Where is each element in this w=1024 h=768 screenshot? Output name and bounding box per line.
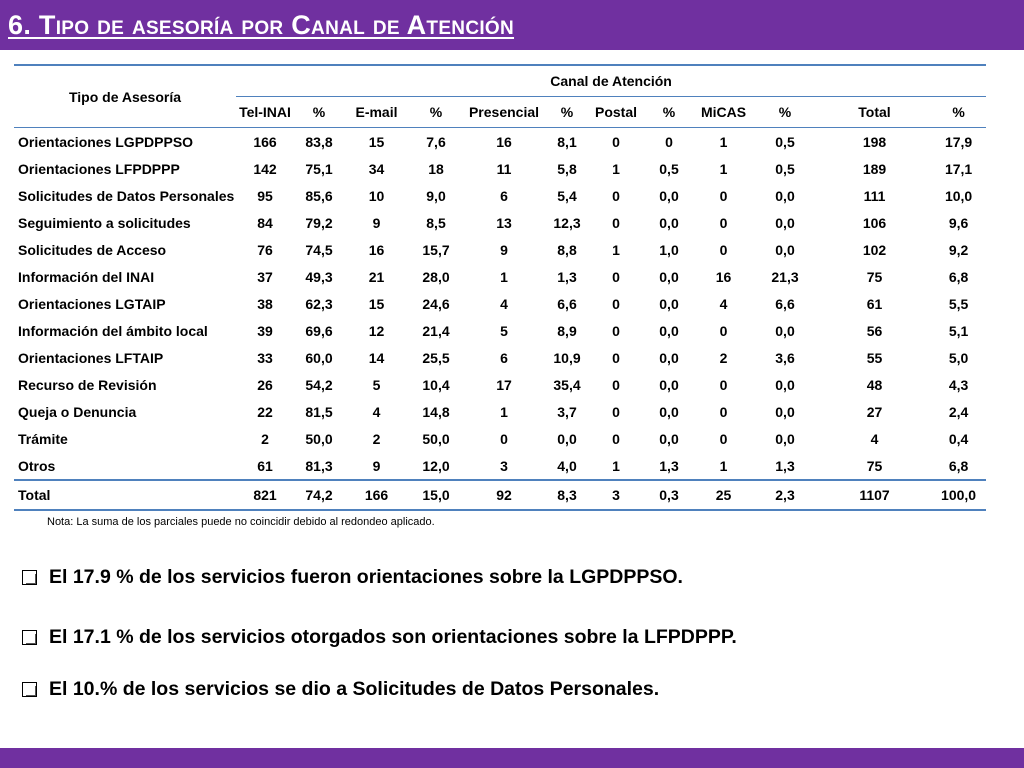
total-label: Total xyxy=(14,480,236,510)
total-cell: 821 xyxy=(236,480,294,510)
table-cell: 56 xyxy=(866,322,883,339)
table-cell: 0 xyxy=(719,322,728,339)
table-cell: 0 xyxy=(612,133,620,150)
title-bar xyxy=(0,0,1024,50)
group-header: Canal de Atención xyxy=(236,65,986,97)
table-row xyxy=(14,155,986,182)
table-cell: 1 xyxy=(719,457,728,474)
row-label: Orientaciones LFTAIP xyxy=(18,349,164,366)
table-cell: 39 xyxy=(257,322,273,339)
table-cell: 5,0 xyxy=(948,349,969,366)
table-cell: 1,3 xyxy=(557,268,577,285)
checkbox-bullet-icon xyxy=(22,630,37,645)
table-cell: 60,0 xyxy=(305,349,333,366)
table-cell: 0,5 xyxy=(775,160,795,177)
footnote: Nota: La suma de los parciales puede no coincidir debido al redondeo aplicado. xyxy=(47,516,435,528)
table-cell: 3 xyxy=(500,457,508,474)
row-label: Trámite xyxy=(18,430,68,447)
table-cell: 12,0 xyxy=(422,457,450,474)
table-cell: 198 xyxy=(862,133,887,150)
row-label: Orientaciones LFPDPPP xyxy=(18,160,180,177)
column-header: E-mail xyxy=(344,97,409,128)
bullet-text: El 17.1 % de los servicios otorgados son orientaciones sobre la LFPDPPP. xyxy=(49,626,737,648)
table-cell: 0,0 xyxy=(659,376,679,393)
table-cell: 1 xyxy=(500,268,508,285)
bullet-item xyxy=(22,626,737,649)
table-cell: 166 xyxy=(253,133,277,150)
table-row xyxy=(14,398,986,425)
table-cell: 75 xyxy=(866,268,883,285)
table-cell: 0 xyxy=(612,430,620,447)
table-cell: 37 xyxy=(257,268,273,285)
checkbox-bullet-icon xyxy=(22,682,37,697)
table-cell: 2 xyxy=(719,349,728,366)
table-cell: 6 xyxy=(500,349,508,366)
table-cell: 0 xyxy=(612,322,620,339)
row-label: Orientaciones LGTAIP xyxy=(18,295,166,312)
total-cell: 25 xyxy=(695,480,752,510)
table-cell: 17,1 xyxy=(944,160,973,177)
table-cell: 76 xyxy=(257,241,273,258)
row-label: Información del INAI xyxy=(18,268,155,285)
table-cell: 0,0 xyxy=(659,295,679,312)
table-cell: 16 xyxy=(715,268,732,285)
bullet-item xyxy=(22,566,683,589)
table-cell: 6,8 xyxy=(948,268,969,285)
table-cell: 0 xyxy=(500,430,508,447)
table-cell: 10,4 xyxy=(422,376,450,393)
row-label: Solicitudes de Acceso xyxy=(18,241,167,258)
table-row xyxy=(14,182,986,209)
table-cell: 1 xyxy=(719,133,728,150)
table-cell: 12 xyxy=(368,322,385,339)
table-cell: 0,0 xyxy=(659,349,679,366)
table-cell: 95 xyxy=(257,187,273,204)
row-label: Información del ámbito local xyxy=(18,322,208,339)
table-cell: 5,4 xyxy=(557,187,577,204)
table-cell: 81,5 xyxy=(305,403,333,420)
table-cell: 0 xyxy=(612,214,620,231)
table-cell: 102 xyxy=(862,241,887,258)
table-cell: 6 xyxy=(500,187,508,204)
table-cell: 0 xyxy=(719,187,728,204)
table-cell: 0,0 xyxy=(775,430,795,447)
column-header: % xyxy=(752,97,818,128)
table-cell: 15 xyxy=(368,133,385,150)
table-cell: 50,0 xyxy=(305,430,333,447)
table-cell: 11 xyxy=(496,160,512,177)
table-cell: 0 xyxy=(719,376,728,393)
table-cell: 8,5 xyxy=(426,214,446,231)
row-label: Recurso de Revisión xyxy=(18,376,157,393)
table-cell: 5,1 xyxy=(948,322,969,339)
table-cell: 75 xyxy=(866,457,883,474)
table-row xyxy=(14,263,986,290)
total-cell: 15,0 xyxy=(409,480,463,510)
column-header: % xyxy=(409,97,463,128)
row-label: Solicitudes de Datos Personales xyxy=(18,187,235,204)
total-cell: 74,2 xyxy=(294,480,344,510)
table-cell: 55 xyxy=(866,349,883,366)
table-cell: 15,7 xyxy=(422,241,450,258)
table-cell: 18 xyxy=(428,160,444,177)
table-cell: 69,6 xyxy=(305,322,333,339)
table-cell: 0 xyxy=(612,349,620,366)
bullet-text: El 10.% de los servicios se dio a Solicitudes de Datos Personales. xyxy=(49,678,660,700)
table-cell: 35,4 xyxy=(553,376,581,393)
total-cell: 2,3 xyxy=(752,480,818,510)
advice-channel-table xyxy=(14,64,986,511)
table-cell: 0 xyxy=(612,187,620,204)
table-cell: 17 xyxy=(496,376,512,393)
table-cell: 0 xyxy=(719,403,728,420)
table-cell: 0 xyxy=(719,214,728,231)
table-cell: 17,9 xyxy=(944,133,973,150)
table-row xyxy=(14,425,986,452)
column-header: Presencial xyxy=(463,97,545,128)
table-cell: 1 xyxy=(500,403,508,420)
table-cell: 34 xyxy=(368,160,385,177)
table-cell: 3,7 xyxy=(557,403,577,420)
table-cell: 0,0 xyxy=(557,430,577,447)
table-cell: 2,4 xyxy=(948,403,969,420)
table-row xyxy=(14,452,986,480)
table-cell: 2 xyxy=(261,430,269,447)
table-cell: 5 xyxy=(500,322,508,339)
table-cell: 10,9 xyxy=(553,349,581,366)
table-cell: 4 xyxy=(719,295,728,312)
table-cell: 0,0 xyxy=(659,430,679,447)
table-cell: 3,6 xyxy=(775,349,795,366)
table-cell: 15 xyxy=(368,295,385,312)
table-row xyxy=(14,371,986,398)
table-cell: 10,0 xyxy=(944,187,973,204)
bullet-item xyxy=(22,678,659,701)
table-cell: 0 xyxy=(719,430,728,447)
table-cell: 26 xyxy=(257,376,273,393)
table-cell: 24,6 xyxy=(422,295,450,312)
total-cell: 100,0 xyxy=(931,480,986,510)
table-cell: 106 xyxy=(862,214,887,231)
table-cell: 0,5 xyxy=(659,160,679,177)
total-cell: 0,3 xyxy=(643,480,695,510)
table-cell: 0,0 xyxy=(659,403,679,420)
table-cell: 0 xyxy=(612,403,620,420)
row-label: Orientaciones LGPDPPSO xyxy=(18,133,194,150)
table-cell: 79,2 xyxy=(305,214,333,231)
column-header: MiCAS xyxy=(695,97,752,128)
table-cell: 0,0 xyxy=(659,322,679,339)
table-cell: 74,5 xyxy=(305,241,333,258)
table-cell: 8,1 xyxy=(557,133,577,150)
table-cell: 1 xyxy=(612,160,620,177)
row-label: Queja o Denuncia xyxy=(18,403,137,420)
table-cell: 21,3 xyxy=(771,268,799,285)
table-cell: 1,3 xyxy=(775,457,795,474)
table-cell: 1 xyxy=(719,160,728,177)
table-cell: 2 xyxy=(372,430,381,447)
table-cell: 142 xyxy=(253,160,277,177)
table-cell: 16 xyxy=(496,133,512,150)
table-cell: 85,6 xyxy=(305,187,333,204)
table-cell: 38 xyxy=(257,295,273,312)
table-cell: 14,8 xyxy=(422,403,450,420)
table-cell: 9 xyxy=(372,457,381,474)
table-row xyxy=(14,209,986,236)
total-cell: 8,3 xyxy=(545,480,589,510)
table-cell: 6,6 xyxy=(775,295,795,312)
column-header: Postal xyxy=(589,97,643,128)
table-row xyxy=(14,317,986,344)
table-cell: 0 xyxy=(612,376,620,393)
table-cell: 49,3 xyxy=(305,268,333,285)
table-cell: 189 xyxy=(862,160,887,177)
table-cell: 0,0 xyxy=(775,322,795,339)
table-cell: 4 xyxy=(372,403,381,420)
table-cell: 25,5 xyxy=(422,349,450,366)
column-header: % xyxy=(931,97,986,128)
table-cell: 10 xyxy=(368,187,385,204)
table-row xyxy=(14,128,986,156)
table-cell: 22 xyxy=(257,403,273,420)
table-cell: 0 xyxy=(719,241,728,258)
column-header: % xyxy=(545,97,589,128)
table-cell: 75,1 xyxy=(305,160,333,177)
table-cell: 111 xyxy=(863,187,886,204)
column-header: % xyxy=(294,97,344,128)
column-header: Total xyxy=(818,97,931,128)
table-cell: 9,2 xyxy=(948,241,969,258)
table-cell: 33 xyxy=(257,349,273,366)
table-cell: 5,8 xyxy=(557,160,577,177)
table-cell: 14 xyxy=(368,349,385,366)
table-cell: 0,0 xyxy=(659,214,679,231)
bullet-text: El 17.9 % de los servicios fueron orientaciones sobre la LGPDPPSO. xyxy=(49,566,683,588)
table-cell: 48 xyxy=(866,376,883,393)
table-cell: 61 xyxy=(257,457,273,474)
table-cell: 1 xyxy=(612,457,620,474)
table-cell: 12,3 xyxy=(553,214,581,231)
table-cell: 50,0 xyxy=(422,430,450,447)
table-cell: 0,0 xyxy=(775,241,795,258)
table-row xyxy=(14,236,986,263)
table-cell: 28,0 xyxy=(422,268,450,285)
table-cell: 0,0 xyxy=(775,187,795,204)
total-cell: 3 xyxy=(589,480,643,510)
row-label: Seguimiento a solicitudes xyxy=(18,214,191,231)
table-cell: 4 xyxy=(870,430,879,447)
total-cell: 92 xyxy=(463,480,545,510)
total-cell: 166 xyxy=(344,480,409,510)
table-cell: 21,4 xyxy=(422,322,450,339)
column-header: Tel-INAI xyxy=(236,97,294,128)
table-cell: 9 xyxy=(372,214,381,231)
slide-title: 6. Tipo de asesoría por Canal de Atención xyxy=(8,10,515,40)
row-header: Tipo de Asesoría xyxy=(14,65,236,128)
table-row xyxy=(14,290,986,317)
table-cell: 9 xyxy=(500,241,508,258)
table-body xyxy=(14,128,986,481)
total-row xyxy=(14,480,986,510)
total-cell: 1107 xyxy=(818,480,931,510)
table-cell: 54,2 xyxy=(305,376,333,393)
table-cell: 0 xyxy=(612,268,620,285)
table-cell: 7,6 xyxy=(426,133,446,150)
table-cell: 8,9 xyxy=(557,322,577,339)
table-cell: 6,8 xyxy=(948,457,969,474)
table-cell: 21 xyxy=(368,268,385,285)
table-cell: 13 xyxy=(496,214,512,231)
table-cell: 4 xyxy=(500,295,508,312)
table-cell: 1 xyxy=(612,241,620,258)
table-cell: 0,4 xyxy=(948,430,969,447)
table-cell: 0,0 xyxy=(659,268,679,285)
footer-bar xyxy=(0,748,1024,768)
table-cell: 1,3 xyxy=(659,457,679,474)
table-cell: 62,3 xyxy=(305,295,333,312)
table-cell: 8,8 xyxy=(557,241,577,258)
table-cell: 1,0 xyxy=(659,241,679,258)
row-label: Otros xyxy=(18,457,56,474)
table-row xyxy=(14,344,986,371)
table-cell: 16 xyxy=(368,241,385,258)
table-cell: 84 xyxy=(257,214,273,231)
table-cell: 83,8 xyxy=(305,133,333,150)
table-cell: 61 xyxy=(866,295,883,312)
checkbox-bullet-icon xyxy=(22,570,37,585)
table-cell: 0,0 xyxy=(659,187,679,204)
table-cell: 0 xyxy=(612,295,620,312)
table-cell: 0,0 xyxy=(775,403,795,420)
column-header: % xyxy=(643,97,695,128)
table-cell: 4,3 xyxy=(948,376,969,393)
table-cell: 0 xyxy=(665,133,673,150)
table-cell: 0,0 xyxy=(775,214,795,231)
table-cell: 0,0 xyxy=(775,376,795,393)
table-cell: 27 xyxy=(866,403,883,420)
table-cell: 6,6 xyxy=(557,295,577,312)
table-cell: 9,6 xyxy=(948,214,969,231)
table-cell: 5,5 xyxy=(948,295,969,312)
table-cell: 81,3 xyxy=(305,457,333,474)
table-cell: 9,0 xyxy=(426,187,446,204)
table-cell: 5 xyxy=(372,376,381,393)
table-cell: 4,0 xyxy=(557,457,577,474)
table-cell: 0,5 xyxy=(775,133,795,150)
